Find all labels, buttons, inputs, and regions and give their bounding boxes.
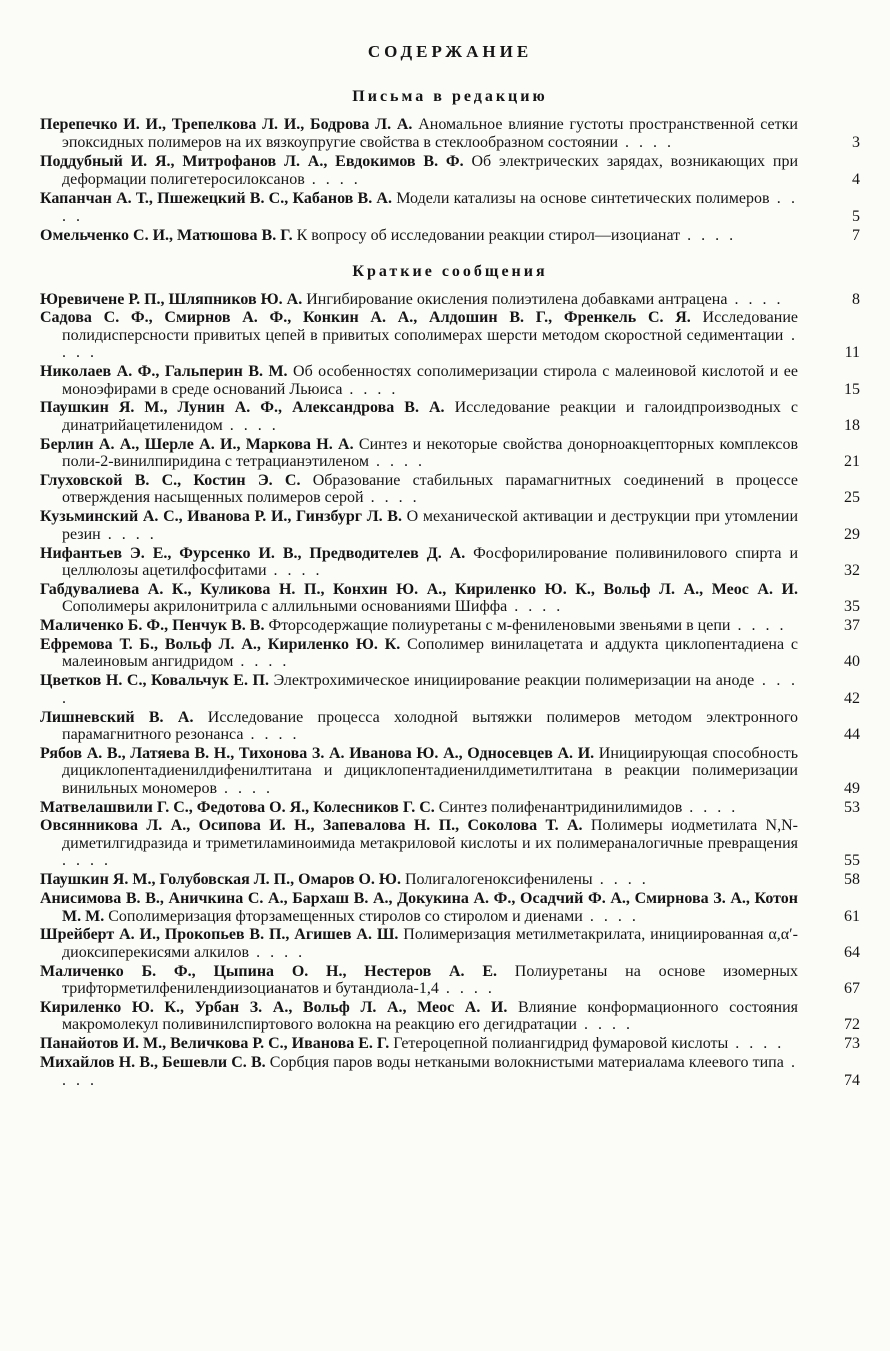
toc-entry-page-number: 32 xyxy=(844,562,860,580)
toc-entry-leader-dots: . . . . xyxy=(342,380,399,398)
toc-entry xyxy=(40,508,860,543)
toc-entry-leader-dots: . . . . xyxy=(618,133,675,151)
toc-entry xyxy=(40,672,860,707)
toc-entry-leader-dots: . . . . xyxy=(576,1016,633,1034)
toc-entry-authors: Нифантьев Э. Е., Фурсенко И. В., Предводителев Д. А. xyxy=(40,544,466,562)
toc-entry-text xyxy=(40,545,798,580)
toc-entry-text xyxy=(40,617,798,635)
toc-entry-title: Полиуретаны на основе изомерных трифторметилфенилендиизоцианатов и бутандиола-1,4 xyxy=(62,962,799,998)
toc-entry-title: Сополимеры акрилонитрила с аллильными основаниями Шиффа xyxy=(62,598,508,616)
toc-entry-leader-dots: . . . . xyxy=(582,907,639,925)
toc-entry-title: Синтез и некоторые свойства донорноакцепторных комплексов поли-2-винилпиридина с тетрацианэтиленом xyxy=(62,435,799,471)
toc-entry-authors: Юревичене Р. П., Шляпников Ю. А. xyxy=(40,290,303,308)
toc-entry-authors: Ефремова Т. Б., Вольф Л. А., Кириленко Ю. К. xyxy=(40,635,401,653)
toc-entry-page-number: 49 xyxy=(844,779,860,797)
toc-entry-text xyxy=(40,817,798,870)
toc-entry xyxy=(40,545,860,580)
toc-entry-page-number: 35 xyxy=(844,598,860,616)
toc-entry-leader-dots: . . . . xyxy=(507,598,564,616)
toc-entry-page-number: 4 xyxy=(852,170,860,188)
toc-entry xyxy=(40,363,860,398)
toc-entry xyxy=(40,291,860,309)
toc-entry-title: Инициирующая способность дициклопентадиенилдифенилтитана и дициклопентадиенилдиметилтитана в реакции полимеризации винильных мономеров xyxy=(62,744,798,797)
toc-entry xyxy=(40,436,860,471)
toc-entry-page-number: 3 xyxy=(852,133,860,151)
section-letters-list xyxy=(40,116,860,245)
toc-entry-text xyxy=(40,153,798,188)
toc-entry-authors: Матвелашвили Г. С., Федотова О. Я., Колесников Г. С. xyxy=(40,798,435,816)
toc-entry xyxy=(40,227,860,245)
toc-entry-text xyxy=(40,963,798,998)
toc-entry-text xyxy=(40,581,798,616)
toc-entry-leader-dots: . . . . xyxy=(233,653,290,671)
page-title: СОДЕРЖАНИЕ xyxy=(367,42,533,61)
toc-entry-leader-dots: . . . . xyxy=(682,798,739,816)
toc-entry xyxy=(40,190,860,225)
section-title-short-communications: Краткие сообщения xyxy=(352,262,548,280)
toc-entry-authors: Михайлов Н. В., Бешевли С. В. xyxy=(40,1054,266,1072)
toc-entry-page-number: 73 xyxy=(844,1035,860,1053)
toc-entry-page-number: 64 xyxy=(844,943,860,961)
toc-entry-title: Фосфорилирование поливинилового спирта и целлюлозы ацетилфосфитами xyxy=(62,544,799,580)
toc-entry-leader-dots: . . . . xyxy=(592,871,649,889)
toc-entry-text xyxy=(40,363,798,398)
toc-entry-page-number: 5 xyxy=(852,207,860,225)
toc-entry xyxy=(40,871,860,889)
toc-entry xyxy=(40,963,860,998)
toc-entry-leader-dots: . . . . xyxy=(728,1035,785,1053)
toc-entry-text xyxy=(40,436,798,471)
toc-entry-title: Влияние конформационного состояния макромолекул поливинилспиртового волокна на реакцию его дегидратации xyxy=(62,998,799,1034)
toc-entry-leader-dots: . . . . xyxy=(62,190,799,225)
toc-entry-page-number: 15 xyxy=(844,380,860,398)
section-title-letters: Письма в редакцию xyxy=(352,88,548,105)
toc-entry-page-number: 55 xyxy=(844,852,860,870)
toc-entry-page-number: 8 xyxy=(852,290,860,308)
toc-entry-leader-dots: . . . . xyxy=(727,290,784,308)
toc-entry-title: Полимеры иодметилата N,N-диметилгидразида и триметиламиноимида метакриловой кислоты и их полимераналогичные превращения xyxy=(62,817,798,852)
toc-entry-title: Исследование полидисперсности привитых цепей в привитых сополимерах шерсти методом скоростной седиментации xyxy=(62,309,798,344)
toc-entry xyxy=(40,617,860,635)
toc-entry-authors: Глуховской В. С., Костин Э. С. xyxy=(40,471,301,489)
toc-entry-leader-dots: . . . . xyxy=(304,170,361,188)
toc-entry-authors: Маличенко Б. Ф., Цыпина О. Н., Нестеров А. Е. xyxy=(40,962,497,980)
toc-entry-title: Исследование реакции и галоидпроизводных с динатрийацетиленидом xyxy=(62,399,799,434)
toc-entry-authors: Габдувалиева А. К., Куликова Н. П., Конхин Ю. А., Кириленко Ю. К., Вольф Л. А., Меос А. И. xyxy=(40,580,798,598)
toc-entry-text xyxy=(40,472,798,507)
toc-entry xyxy=(40,926,860,961)
toc-entry-page-number: 58 xyxy=(844,871,860,889)
toc-entry-authors: Лишневский В. А. xyxy=(40,708,194,726)
toc-entry-title: О механической активации и деструкции при утомлении резин xyxy=(62,508,799,543)
toc-entry-text xyxy=(40,1054,798,1089)
toc-entry-authors: Цветков Н. С., Ковальчук Е. П. xyxy=(40,672,269,690)
toc-entry-title: Исследование процесса холодной вытяжки полимеров методом электронного парамагнитного резонанса xyxy=(62,708,799,744)
toc-entry-title: Сополимер винилацетата и аддукта циклопентадиена с малеиновым ангидридом xyxy=(62,635,799,671)
toc-entry-page-number: 25 xyxy=(844,489,860,507)
toc-entry-title: К вопросу об исследовании реакции стирол—изоцианат xyxy=(296,227,681,244)
toc-entry-text xyxy=(40,1035,798,1053)
toc-entry-authors: Маличенко Б. Ф., Пенчук В. В. xyxy=(40,617,265,635)
toc-entry-authors: Поддубный И. Я., Митрофанов Л. А., Евдокимов В. Ф. xyxy=(40,153,464,170)
toc-entry xyxy=(40,581,860,616)
toc-entry-authors: Шрейберт А. И., Прокопьев В. П., Агишев А. Ш. xyxy=(40,926,399,944)
toc-entry-page-number: 11 xyxy=(844,344,860,362)
toc-entry-title: Гетероцепной полиангидрид фумаровой кислоты xyxy=(393,1035,729,1053)
toc-entry-authors: Кириленко Ю. К., Урбан З. А., Вольф Л. А., Меос А. И. xyxy=(40,998,508,1016)
toc-entry xyxy=(40,1054,860,1089)
section-short-communications-list xyxy=(40,291,860,1090)
toc-entry-text xyxy=(40,672,798,707)
toc-entry-leader-dots: . . . . xyxy=(730,617,787,635)
toc-entry-authors: Панайотов И. М., Величкова Р. С., Иванова Е. Г. xyxy=(40,1035,390,1053)
toc-entry-page-number: 29 xyxy=(844,525,860,543)
toc-entry-leader-dots: . . . . xyxy=(243,726,300,744)
toc-entry-leader-dots: . . . . xyxy=(369,453,425,471)
toc-entry-page-number: 7 xyxy=(852,227,860,244)
toc-entry-text xyxy=(40,190,798,225)
toc-entry-leader-dots: . . . . xyxy=(249,943,306,961)
toc-entry-title: Фторсодержащие полиуретаны с м-фениленовыми звеньями в цепи xyxy=(268,617,731,635)
toc-entry xyxy=(40,399,860,434)
toc-entry-title: Об особенностях сополимеризации стирола с малеиновой кислотой и ее моноэфирами в среде оснований Льюиса xyxy=(62,363,798,398)
toc-entry-authors: Берлин А. А., Шерле А. И., Маркова Н. А. xyxy=(40,435,354,453)
toc-entry-text xyxy=(40,890,798,925)
toc-entry-text xyxy=(40,999,798,1034)
toc-entry-leader-dots: . . . . xyxy=(62,326,799,362)
toc-entry-leader-dots: . . . . xyxy=(222,416,279,434)
toc-entry-page-number: 42 xyxy=(844,689,860,707)
toc-entry-title: Образование стабильных парамагнитных соединений в процессе отверждения насыщенных полимеров серой xyxy=(62,471,799,507)
toc-entry-text xyxy=(40,636,798,671)
toc-entry-text xyxy=(40,799,798,817)
toc-entry-text xyxy=(40,745,798,798)
toc-entry-authors: Садова С. Ф., Смирнов А. Ф., Конкин А. А., Алдошин В. Г., Френкель С. Я. xyxy=(40,309,691,327)
toc-entry-leader-dots: . . . . xyxy=(62,1054,799,1089)
toc-entry xyxy=(40,890,860,925)
toc-entry xyxy=(40,116,860,151)
toc-entry-authors: Паушкин Я. М., Голубовская Л. П., Омаров О. Ю. xyxy=(40,871,401,889)
toc-entry xyxy=(40,1035,860,1053)
toc-entry-text xyxy=(40,926,798,961)
toc-entry-page-number: 67 xyxy=(844,980,860,998)
toc-entry xyxy=(40,799,860,817)
toc-entry-page-number: 21 xyxy=(844,453,860,471)
toc-entry xyxy=(40,817,860,870)
toc-entry xyxy=(40,153,860,188)
toc-entry-leader-dots: . . . . xyxy=(266,562,323,580)
toc-entry-title: Сополимеризация фторзамещенных стиролов со стиролом и диенами xyxy=(108,907,583,925)
toc-entry-authors: Паушкин Я. М., Лунин А. Ф., Александрова В. А. xyxy=(40,399,445,417)
toc-entry-page-number: 61 xyxy=(844,907,860,925)
toc-entry-authors: Кузьминский А. С., Иванова Р. И., Гинзбург Л. В. xyxy=(40,508,402,526)
toc-entry-leader-dots: . . . . xyxy=(217,779,273,797)
toc-entry xyxy=(40,472,860,507)
toc-entry-leader-dots: . . . . xyxy=(680,227,737,244)
toc-entry-text xyxy=(40,871,798,889)
toc-entry-text xyxy=(40,291,798,309)
toc-entry-authors: Анисимова В. В., Аничкина С. А., Бархаш В. А., Докукина А. Ф., Осадчий Ф. А., Смирнова З. А., Котон М. М. xyxy=(40,890,798,925)
toc-entry-text xyxy=(40,309,798,362)
toc-entry-authors: Омельченко С. И., Матюшова В. Г. xyxy=(40,227,293,244)
toc-entry-page-number: 18 xyxy=(844,416,860,434)
toc-entry-leader-dots: . . . . xyxy=(100,525,157,543)
toc-entry-page-number: 40 xyxy=(844,653,860,671)
toc-entry-page-number: 53 xyxy=(844,798,860,816)
toc-entry-authors: Овсянникова Л. А., Осипова И. Н., Запевалова Н. П., Соколова Т. А. xyxy=(40,817,583,835)
toc-entry-page-number: 44 xyxy=(844,726,860,744)
toc-entry-authors: Николаев А. Ф., Гальперин В. М. xyxy=(40,363,288,381)
toc-entry-title: Синтез полифенантридинилимидов xyxy=(438,798,683,816)
toc-entry-title: Электрохимическое инициирование реакции полимеризации на аноде xyxy=(273,672,755,690)
toc-entry-leader-dots: . . . . xyxy=(62,852,111,870)
toc-entry-title: Аномальное влияние густоты пространственной сетки эпоксидных полимеров на их вязкоупругие свойства в стеклообразном состоянии xyxy=(62,116,798,151)
toc-entry-title: Полигалогеноксифенилены xyxy=(404,871,593,889)
toc-entry-leader-dots: . . . . xyxy=(438,980,495,998)
toc-entry-authors: Рябов А. В., Латяева В. Н., Тихонова З. А. Иванова Ю. А., Односевцев А. И. xyxy=(40,744,595,762)
toc-entry-text xyxy=(40,116,798,151)
toc-entry-title: Ингибирование окисления полиэтилена добавками антрацена xyxy=(306,290,728,308)
toc-entry-leader-dots: . . . . xyxy=(62,672,799,707)
toc-entry-text xyxy=(40,227,798,245)
toc-entry-text xyxy=(40,508,798,543)
toc-entry-text xyxy=(40,709,798,744)
toc-entry-authors: Капанчан А. Т., Пшежецкий В. С., Кабанов В. А. xyxy=(40,190,392,207)
toc-entry xyxy=(40,309,860,362)
toc-entry-title: Модели катализы на основе синтетических полимеров xyxy=(396,190,770,207)
toc-entry xyxy=(40,636,860,671)
toc-entry-authors: Перепечко И. И., Трепелкова Л. И., Бодрова Л. А. xyxy=(40,116,413,133)
toc-entry-title: Сорбция паров воды неткаными волокнистыми материалама клеевого типа xyxy=(269,1054,784,1072)
toc-entry-page-number: 37 xyxy=(844,617,860,635)
toc-entry-page-number: 74 xyxy=(844,1071,860,1089)
toc-entry-text xyxy=(40,399,798,434)
toc-entry-leader-dots: . . . . xyxy=(363,489,420,507)
toc-entry xyxy=(40,745,860,798)
toc-entry-title: Об электрических зарядах, возникающих при деформации полигетеросилоксанов xyxy=(62,153,799,188)
toc-entry-page-number: 72 xyxy=(844,1016,860,1034)
toc-entry xyxy=(40,709,860,744)
toc-entry xyxy=(40,999,860,1034)
toc-entry-title: Полимеризация метилметакрилата, инициированная α,α′-диоксиперекисями алкилов xyxy=(62,926,799,961)
